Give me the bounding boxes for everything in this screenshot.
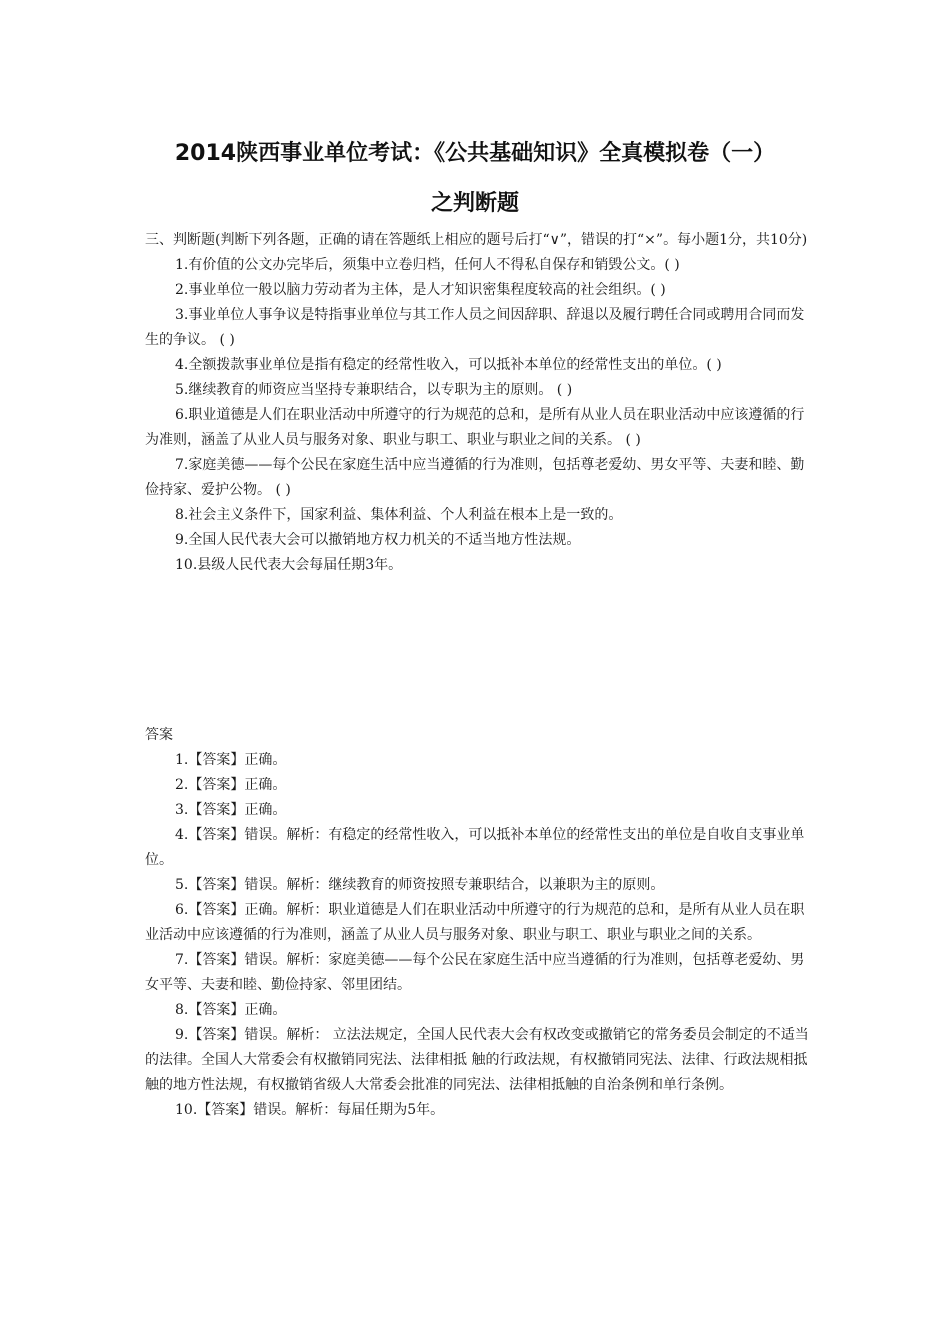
question-item: 6.职业道德是人们在职业活动中所遵守的行为规范的总和，是所有从业人员在职业活动中应该遵循的行为准则，涵盖了从业人员与服务对象、职业与职工、职业与职业之间的关系。 ( ): [145, 407, 805, 448]
answer-item: 1.【答案】正确。: [175, 752, 287, 768]
question-item: 7.家庭美德——每个公民在家庭生活中应当遵循的行为准则，包括尊老爱幼、男女平等、夫妻和睦、勤俭持家、爱护公物。 ( ): [145, 457, 805, 498]
answer-item: 6.【答案】正确。解析：职业道德是人们在职业活动中所遵守的行为规范的总和，是所有从业人员在职业活动中应该遵循的行为准则，涵盖了从业人员与服务对象、职业与职工、职业与职业之间的关系。: [145, 902, 805, 943]
answer-item: 5.【答案】错误。解析：继续教育的师资按照专兼职结合，以兼职为主的原则。: [175, 877, 665, 893]
question-item: 4.全额拨款事业单位是指有稳定的经常性收入，可以抵补本单位的经常性支出的单位。( ): [175, 357, 722, 373]
questions-section: [145, 228, 815, 578]
answer-item: 8.【答案】正确。: [175, 1002, 287, 1018]
answer-item: 10.【答案】错误。解析：每届任期为5年。: [175, 1102, 445, 1118]
answer-item: 9.【答案】错误。解析： 立法法规定，全国人民代表大会有权改变或撤销它的常务委员会制定的不适当的法律。全国人大常委会有权撤销同宪法、法律相抵 触的行政法规，有权撤销同宪法、法律、行政法规相抵触的地方性法规，有权撤销省级人大常委会批准的同宪法、法律相抵触的自治条例和单行条例。: [145, 1027, 809, 1093]
page-title-line-2: 之判断题: [430, 191, 519, 216]
question-item: 10.县级人民代表大会每届任期3年。: [175, 557, 403, 573]
question-item: 5.继续教育的师资应当坚持专兼职结合，以专职为主的原则。 ( ): [175, 382, 573, 398]
question-item: 2.事业单位一般以脑力劳动者为主体，是人才知识密集程度较高的社会组织。( ): [175, 282, 666, 298]
question-item: 3.事业单位人事争议是特指事业单位与其工作人员之间因辞职、辞退以及履行聘任合同或聘用合同而发生的争议。 ( ): [145, 307, 805, 348]
answers-section: [145, 723, 815, 1123]
question-item: 9.全国人民代表大会可以撤销地方权力机关的不适当地方性法规。: [175, 532, 581, 548]
page-title-line-1: 2014陕西事业单位考试：《公共基础知识》全真模拟卷（一）: [174, 141, 776, 166]
question-item: 8.社会主义条件下，国家利益、集体利益、个人利益在根本上是一致的。: [175, 507, 623, 523]
answer-item: 7.【答案】错误。解析：家庭美德——每个公民在家庭生活中应当遵循的行为准则，包括尊老爱幼、男女平等、夫妻和睦、勤俭持家、邻里团结。: [145, 952, 805, 993]
answer-item: 3.【答案】正确。: [175, 802, 287, 818]
question-item: 1.有价值的公文办完毕后，须集中立卷归档，任何人不得私自保存和销毁公文。( ): [175, 257, 680, 273]
answer-item: 2.【答案】正确。: [175, 777, 287, 793]
answer-item: 4.【答案】错误。解析：有稳定的经常性收入，可以抵补本单位的经常性支出的单位是自收自支事业单位。: [145, 827, 805, 868]
section-instructions: 三、判断题(判断下列各题，正确的请在答题纸上相应的题号后打“∨”，错误的打“×”。每小题1分，共10分): [145, 232, 808, 248]
answers-heading: 答案: [145, 727, 173, 743]
